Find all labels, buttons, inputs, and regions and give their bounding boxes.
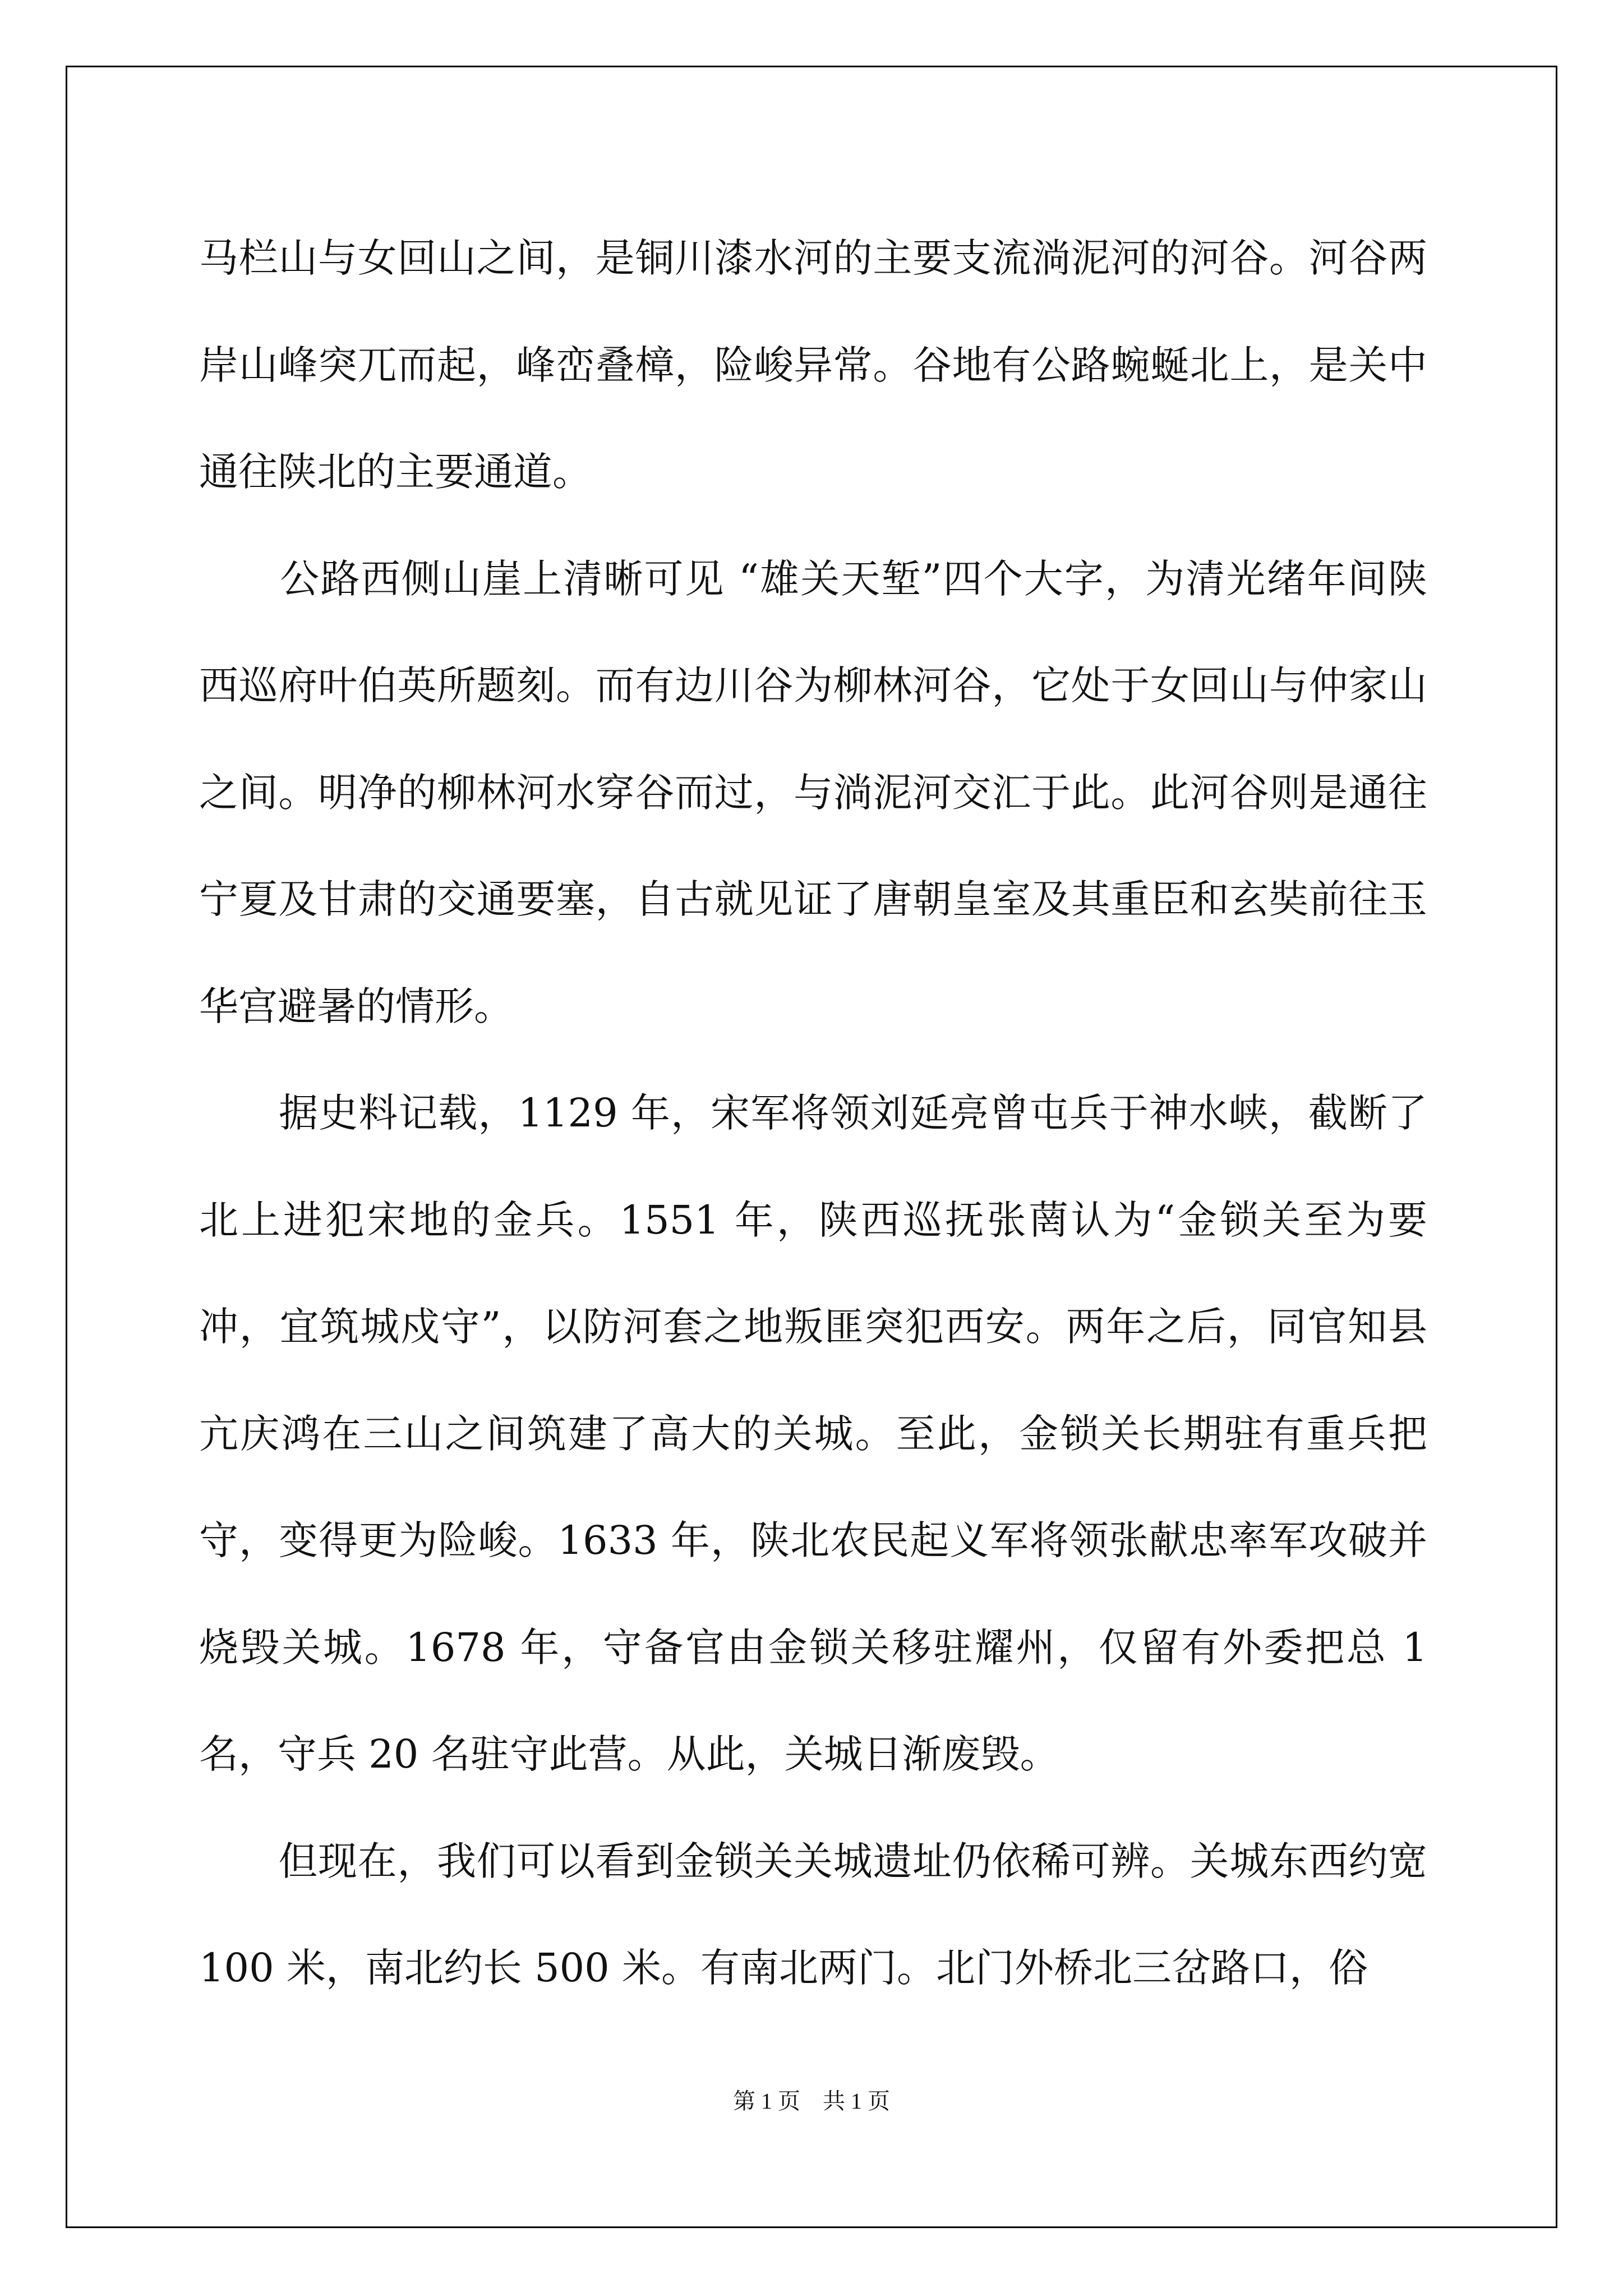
- page-number-footer: 第 1 页 共 1 页: [733, 2088, 890, 2114]
- document-body: [199, 205, 1440, 2022]
- paragraph: 马栏山与女回山之间，是铜川漆水河的主要支流淌泥河的河谷。河谷两岸山峰突兀而起，峰峦叠樟，险峻异常。谷地有公路蜿蜒北上，是关中通往陕北的主要通道。: [199, 235, 1427, 495]
- paragraph: 但现在，我们可以看到金锁关关城遗址仍依稀可辨。关城东西约宽 100 米，南北约长 500 米。有南北两门。北门外桥北三岔路口，俗: [199, 1838, 1440, 1991]
- paragraph: 据史料记载，1129 年，宋军将领刘延亮曾屯兵于神水峡，截断了北上进犯宋地的金兵。1551 年，陕西巡抚张菵认为“金锁关至为要冲，宜筑城戍守”，以防河套之地叛匪突犯西安。两年之后，同官知县亢庆鸿在三山之间筑建了高大的关城。至此，金锁关长期驻有重兵把守，变得更为险峻。1633 年，陕北农民起义军将领张献忠率军攻破并烧毁关城。1678 年，守备官由金锁关移驻耀州，仅留有外委把总 1 名，守兵 20 名驻守此营。从此，关城日渐废毁。: [199, 1090, 1440, 1777]
- paragraph: 公路西侧山崖上清晰可见 “雄关天堑”四个大字，为清光绪年间陕西巡府叶伯英所题刻。而有边川谷为柳林河谷，它处于女回山与仲家山之间。明净的柳林河水穿谷而过，与淌泥河交汇于此。此河谷则是通往宁夏及甘肃的交通要塞，自古就见证了唐朝皇室及其重臣和玄奘前往玉华宫避暑的情形。: [199, 555, 1427, 1029]
